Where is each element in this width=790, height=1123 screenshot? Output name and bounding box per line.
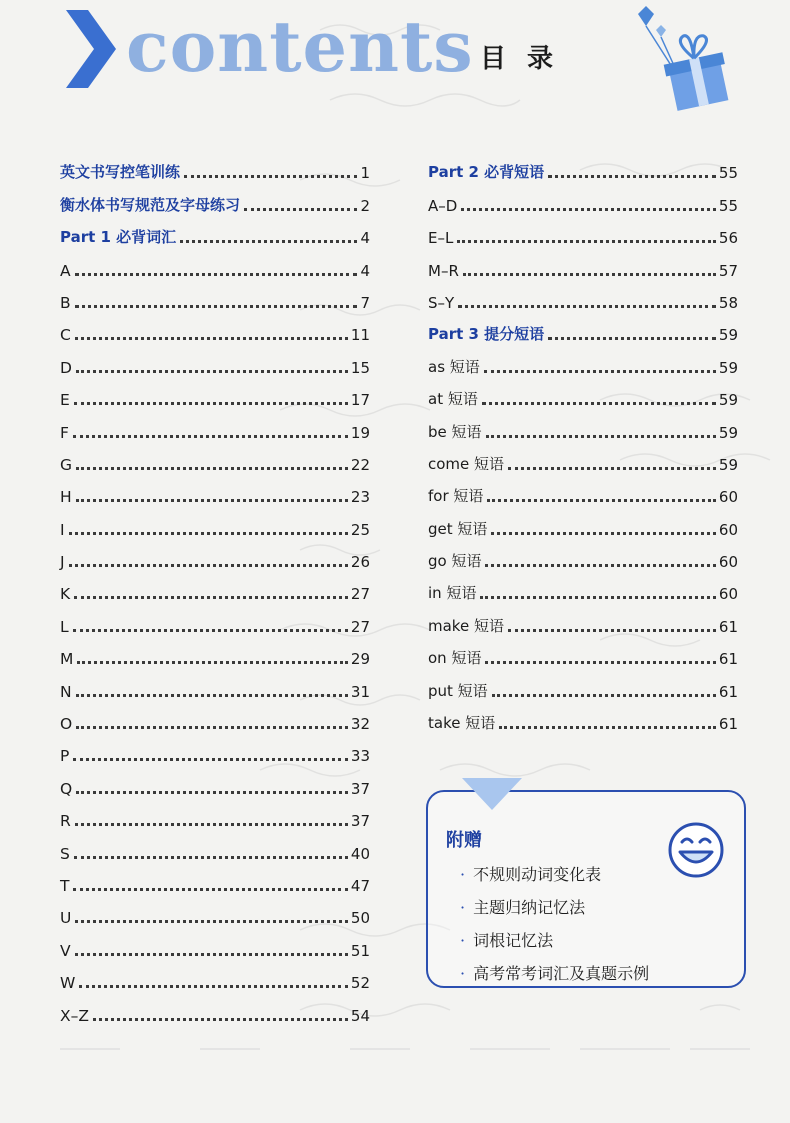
- toc-entry[interactable]: [60, 992, 370, 1024]
- toc-entry-label: on 短语: [428, 649, 482, 668]
- toc-entry[interactable]: [428, 182, 738, 214]
- dot-leader: [480, 596, 715, 599]
- toc-entry-label: at 短语: [428, 390, 478, 409]
- dot-leader: [482, 402, 716, 405]
- toc-entry-label: R: [60, 812, 71, 831]
- toc-entry[interactable]: [60, 701, 370, 733]
- toc-entry[interactable]: [60, 927, 370, 959]
- dot-leader: [73, 758, 348, 761]
- appendix-box: [426, 790, 746, 988]
- toc-entry-page: 60: [718, 520, 738, 539]
- toc-entry-label: I: [60, 520, 65, 539]
- dot-leader: [76, 694, 348, 697]
- toc-entry-label: as 短语: [428, 357, 480, 376]
- toc-entry[interactable]: [60, 506, 370, 538]
- toc-entry-page: 58: [718, 293, 738, 312]
- toc-entry-page: 61: [718, 650, 738, 669]
- toc-entry-label: take 短语: [428, 714, 496, 733]
- toc-entry-label: be 短语: [428, 422, 482, 441]
- toc-entry-page: 22: [350, 455, 370, 474]
- dot-leader: [508, 467, 716, 470]
- dot-leader: [74, 856, 348, 859]
- toc-entry[interactable]: [60, 960, 370, 992]
- dot-leader: [180, 240, 357, 243]
- dot-leader: [76, 467, 348, 470]
- toc-entry-label: C: [60, 326, 71, 345]
- toc-entry[interactable]: [60, 571, 370, 603]
- toc-entry[interactable]: [60, 344, 370, 376]
- toc-entry-label: make 短语: [428, 616, 504, 635]
- dot-leader: [458, 305, 716, 308]
- toc-entry-label: W: [60, 974, 76, 993]
- dot-leader: [244, 208, 357, 211]
- dot-leader: [73, 629, 348, 632]
- toc-entry[interactable]: [60, 247, 370, 279]
- toc-entry-page: 52: [350, 974, 370, 993]
- dot-leader: [485, 661, 715, 664]
- dot-leader: [69, 564, 348, 567]
- toc-entry-label: X–Z: [60, 1006, 89, 1025]
- dot-leader: [79, 985, 348, 988]
- toc-entry-label: go 短语: [428, 552, 482, 571]
- toc-entry-page: 29: [350, 650, 370, 669]
- toc-entry-page: 2: [360, 196, 370, 215]
- toc-entry[interactable]: [60, 150, 370, 182]
- toc-entry-page: 27: [350, 585, 370, 604]
- toc-entry-page: 4: [360, 229, 370, 248]
- toc-entry[interactable]: [428, 312, 738, 344]
- appendix-item: [460, 924, 649, 957]
- toc-entry-page: 59: [718, 455, 738, 474]
- toc-entry-label: 英文书写控笔训练: [60, 163, 181, 182]
- toc-entry-page: 55: [718, 164, 738, 183]
- toc-entry-page: 19: [350, 423, 370, 442]
- appendix-list: [460, 858, 649, 990]
- toc-entry[interactable]: [60, 539, 370, 571]
- toc-entry-page: 60: [718, 585, 738, 604]
- toc-entry[interactable]: [60, 765, 370, 797]
- dot-leader: [76, 370, 348, 373]
- toc-entry[interactable]: [60, 409, 370, 441]
- chevron-icon: [62, 8, 118, 90]
- toc-entry-label: O: [60, 715, 73, 734]
- toc-entry[interactable]: [428, 280, 738, 312]
- toc-entry[interactable]: [428, 636, 738, 668]
- toc-entry[interactable]: [60, 603, 370, 635]
- toc-entry[interactable]: [428, 701, 738, 733]
- toc-entry-label: for 短语: [428, 487, 484, 506]
- dot-leader: [492, 694, 716, 697]
- toc-entry-page: 32: [350, 715, 370, 734]
- toc-entry-label: put 短语: [428, 681, 488, 700]
- toc-entry-label: D: [60, 358, 72, 377]
- dot-leader: [484, 370, 716, 373]
- toc-entry-page: 61: [718, 682, 738, 701]
- dot-leader: [76, 726, 348, 729]
- toc-entry-label: H: [60, 488, 72, 507]
- toc-entry-page: 60: [718, 553, 738, 572]
- appendix-item: [460, 891, 649, 924]
- appendix-item: [460, 858, 649, 891]
- toc-entry[interactable]: [60, 474, 370, 506]
- toc-entry-page: 61: [718, 715, 738, 734]
- dot-leader: [548, 337, 716, 340]
- dot-leader: [457, 240, 716, 243]
- toc-entry-page: 27: [350, 617, 370, 636]
- dot-leader: [69, 532, 348, 535]
- toc-entry-page: 1: [360, 164, 370, 183]
- toc-entry-label: E: [60, 391, 70, 410]
- dot-leader: [548, 175, 716, 178]
- toc-entry[interactable]: [60, 863, 370, 895]
- toc-entry-page: 51: [350, 941, 370, 960]
- toc-entry-page: 50: [350, 909, 370, 928]
- dot-leader: [184, 175, 357, 178]
- toc-entry-label: Part 3 提分短语: [428, 325, 545, 344]
- toc-entry-label: F: [60, 423, 69, 442]
- toc-entry-label: E–L: [428, 229, 454, 248]
- toc-entry-label: come 短语: [428, 454, 505, 473]
- dot-leader: [463, 273, 716, 276]
- dot-leader: [486, 435, 716, 438]
- toc-entry-label: S: [60, 844, 70, 863]
- toc-entry[interactable]: [428, 344, 738, 376]
- toc-entry[interactable]: [428, 539, 738, 571]
- toc-entry-label: in 短语: [428, 584, 477, 603]
- bullet-icon: ·: [460, 865, 466, 884]
- dot-leader: [76, 499, 348, 502]
- appendix-item: [460, 957, 649, 990]
- toc-entry[interactable]: [428, 409, 738, 441]
- toc-entry-label: M: [60, 650, 74, 669]
- page-title-chinese: 目 录: [480, 44, 560, 74]
- toc-entry-label: 衡水体书写规范及字母练习: [60, 195, 241, 214]
- toc-entry[interactable]: [428, 571, 738, 603]
- dot-leader: [74, 596, 348, 599]
- toc-entry-label: Part 1 必背词汇: [60, 228, 177, 247]
- toc-left-column: [60, 150, 370, 1025]
- toc-entry-page: 25: [350, 520, 370, 539]
- dot-leader: [76, 791, 348, 794]
- toc-entry-page: 59: [718, 391, 738, 410]
- toc-entry-page: 17: [350, 391, 370, 410]
- toc-entry[interactable]: [60, 895, 370, 927]
- toc-entry-label: G: [60, 455, 73, 474]
- gift-balloon-icon: [616, 0, 736, 120]
- toc-entry[interactable]: [428, 377, 738, 409]
- toc-entry-page: 47: [350, 876, 370, 895]
- toc-entry-label: J: [60, 553, 65, 572]
- appendix-tab-icon: [462, 778, 522, 812]
- appendix-item-label: 词根记忆法: [473, 931, 554, 950]
- toc-entry-page: 37: [350, 812, 370, 831]
- toc-entry[interactable]: [428, 215, 738, 247]
- dot-leader: [73, 435, 348, 438]
- toc-entry-label: K: [60, 585, 71, 604]
- toc-entry-page: 57: [718, 261, 738, 280]
- dot-leader: [75, 823, 348, 826]
- toc-entry-label: get 短语: [428, 519, 488, 538]
- toc-entry[interactable]: [60, 636, 370, 668]
- toc-entry[interactable]: [60, 215, 370, 247]
- toc-entry-page: 33: [350, 747, 370, 766]
- bullet-icon: ·: [460, 964, 466, 983]
- toc-entry-page: 4: [360, 261, 370, 280]
- dot-leader: [75, 920, 348, 923]
- dot-leader: [74, 402, 348, 405]
- toc-entry[interactable]: [428, 442, 738, 474]
- toc-entry-label: T: [60, 876, 70, 895]
- toc-entry[interactable]: [60, 442, 370, 474]
- toc-entry[interactable]: [428, 150, 738, 182]
- toc-entry-page: 40: [350, 844, 370, 863]
- toc-entry[interactable]: [428, 474, 738, 506]
- toc-entry-page: 61: [718, 617, 738, 636]
- toc-entry-page: 59: [718, 423, 738, 442]
- toc-entry-label: N: [60, 682, 72, 701]
- toc-entry-label: Part 2 必背短语: [428, 163, 545, 182]
- toc-entry-page: 54: [350, 1006, 370, 1025]
- toc-entry-label: L: [60, 617, 69, 636]
- dot-leader: [508, 629, 716, 632]
- toc-entry-label: B: [60, 293, 71, 312]
- dot-leader: [487, 499, 716, 502]
- toc-entry-page: 59: [718, 326, 738, 345]
- smiley-face-icon: [664, 818, 728, 882]
- dot-leader: [485, 564, 715, 567]
- page-title: contents: [126, 5, 474, 88]
- toc-entry[interactable]: [60, 182, 370, 214]
- toc-entry-label: V: [60, 941, 71, 960]
- toc-entry-page: 26: [350, 553, 370, 572]
- toc-entry-page: 56: [718, 229, 738, 248]
- toc-entry-page: 7: [360, 293, 370, 312]
- toc-entry[interactable]: [60, 280, 370, 312]
- toc-entry[interactable]: [60, 312, 370, 344]
- footer-show-through: [0, 1035, 790, 1065]
- dot-leader: [75, 305, 358, 308]
- toc-entry-page: 59: [718, 358, 738, 377]
- toc-entry-page: 60: [718, 488, 738, 507]
- toc-entry[interactable]: [60, 733, 370, 765]
- toc-entry-page: 23: [350, 488, 370, 507]
- dot-leader: [93, 1018, 348, 1021]
- dot-leader: [491, 532, 716, 535]
- toc-entry[interactable]: [60, 798, 370, 830]
- toc-right-column: [428, 150, 738, 733]
- appendix-item-label: 不规则动词变化表: [473, 865, 602, 884]
- bullet-icon: ·: [460, 931, 466, 950]
- dot-leader: [77, 661, 348, 664]
- toc-entry-label: Q: [60, 779, 73, 798]
- toc-entry-page: 15: [350, 358, 370, 377]
- toc-entry-label: P: [60, 747, 70, 766]
- bullet-icon: ·: [460, 898, 466, 917]
- dot-leader: [73, 888, 347, 891]
- dot-leader: [461, 208, 716, 211]
- toc-entry-label: A–D: [428, 196, 458, 215]
- appendix-item-label: 高考常考词汇及真题示例: [473, 964, 650, 983]
- toc-entry-page: 37: [350, 779, 370, 798]
- toc-entry-label: M–R: [428, 261, 459, 280]
- toc-entry-label: U: [60, 909, 72, 928]
- toc-entry[interactable]: [428, 247, 738, 279]
- toc-entry-label: S–Y: [428, 293, 455, 312]
- toc-entry-page: 31: [350, 682, 370, 701]
- toc-entry-page: 11: [350, 326, 370, 345]
- toc-entry[interactable]: [60, 830, 370, 862]
- dot-leader: [75, 337, 348, 340]
- dot-leader: [75, 273, 358, 276]
- toc-entry[interactable]: [428, 603, 738, 635]
- toc-entry[interactable]: [60, 668, 370, 700]
- toc-entry-page: 55: [718, 196, 738, 215]
- toc-entry[interactable]: [428, 506, 738, 538]
- appendix-title: 附赠: [446, 830, 482, 851]
- dot-leader: [75, 953, 348, 956]
- toc-entry-label: A: [60, 261, 71, 280]
- toc-entry[interactable]: [428, 668, 738, 700]
- toc-entry[interactable]: [60, 377, 370, 409]
- appendix-item-label: 主题归纳记忆法: [473, 898, 586, 917]
- dot-leader: [499, 726, 716, 729]
